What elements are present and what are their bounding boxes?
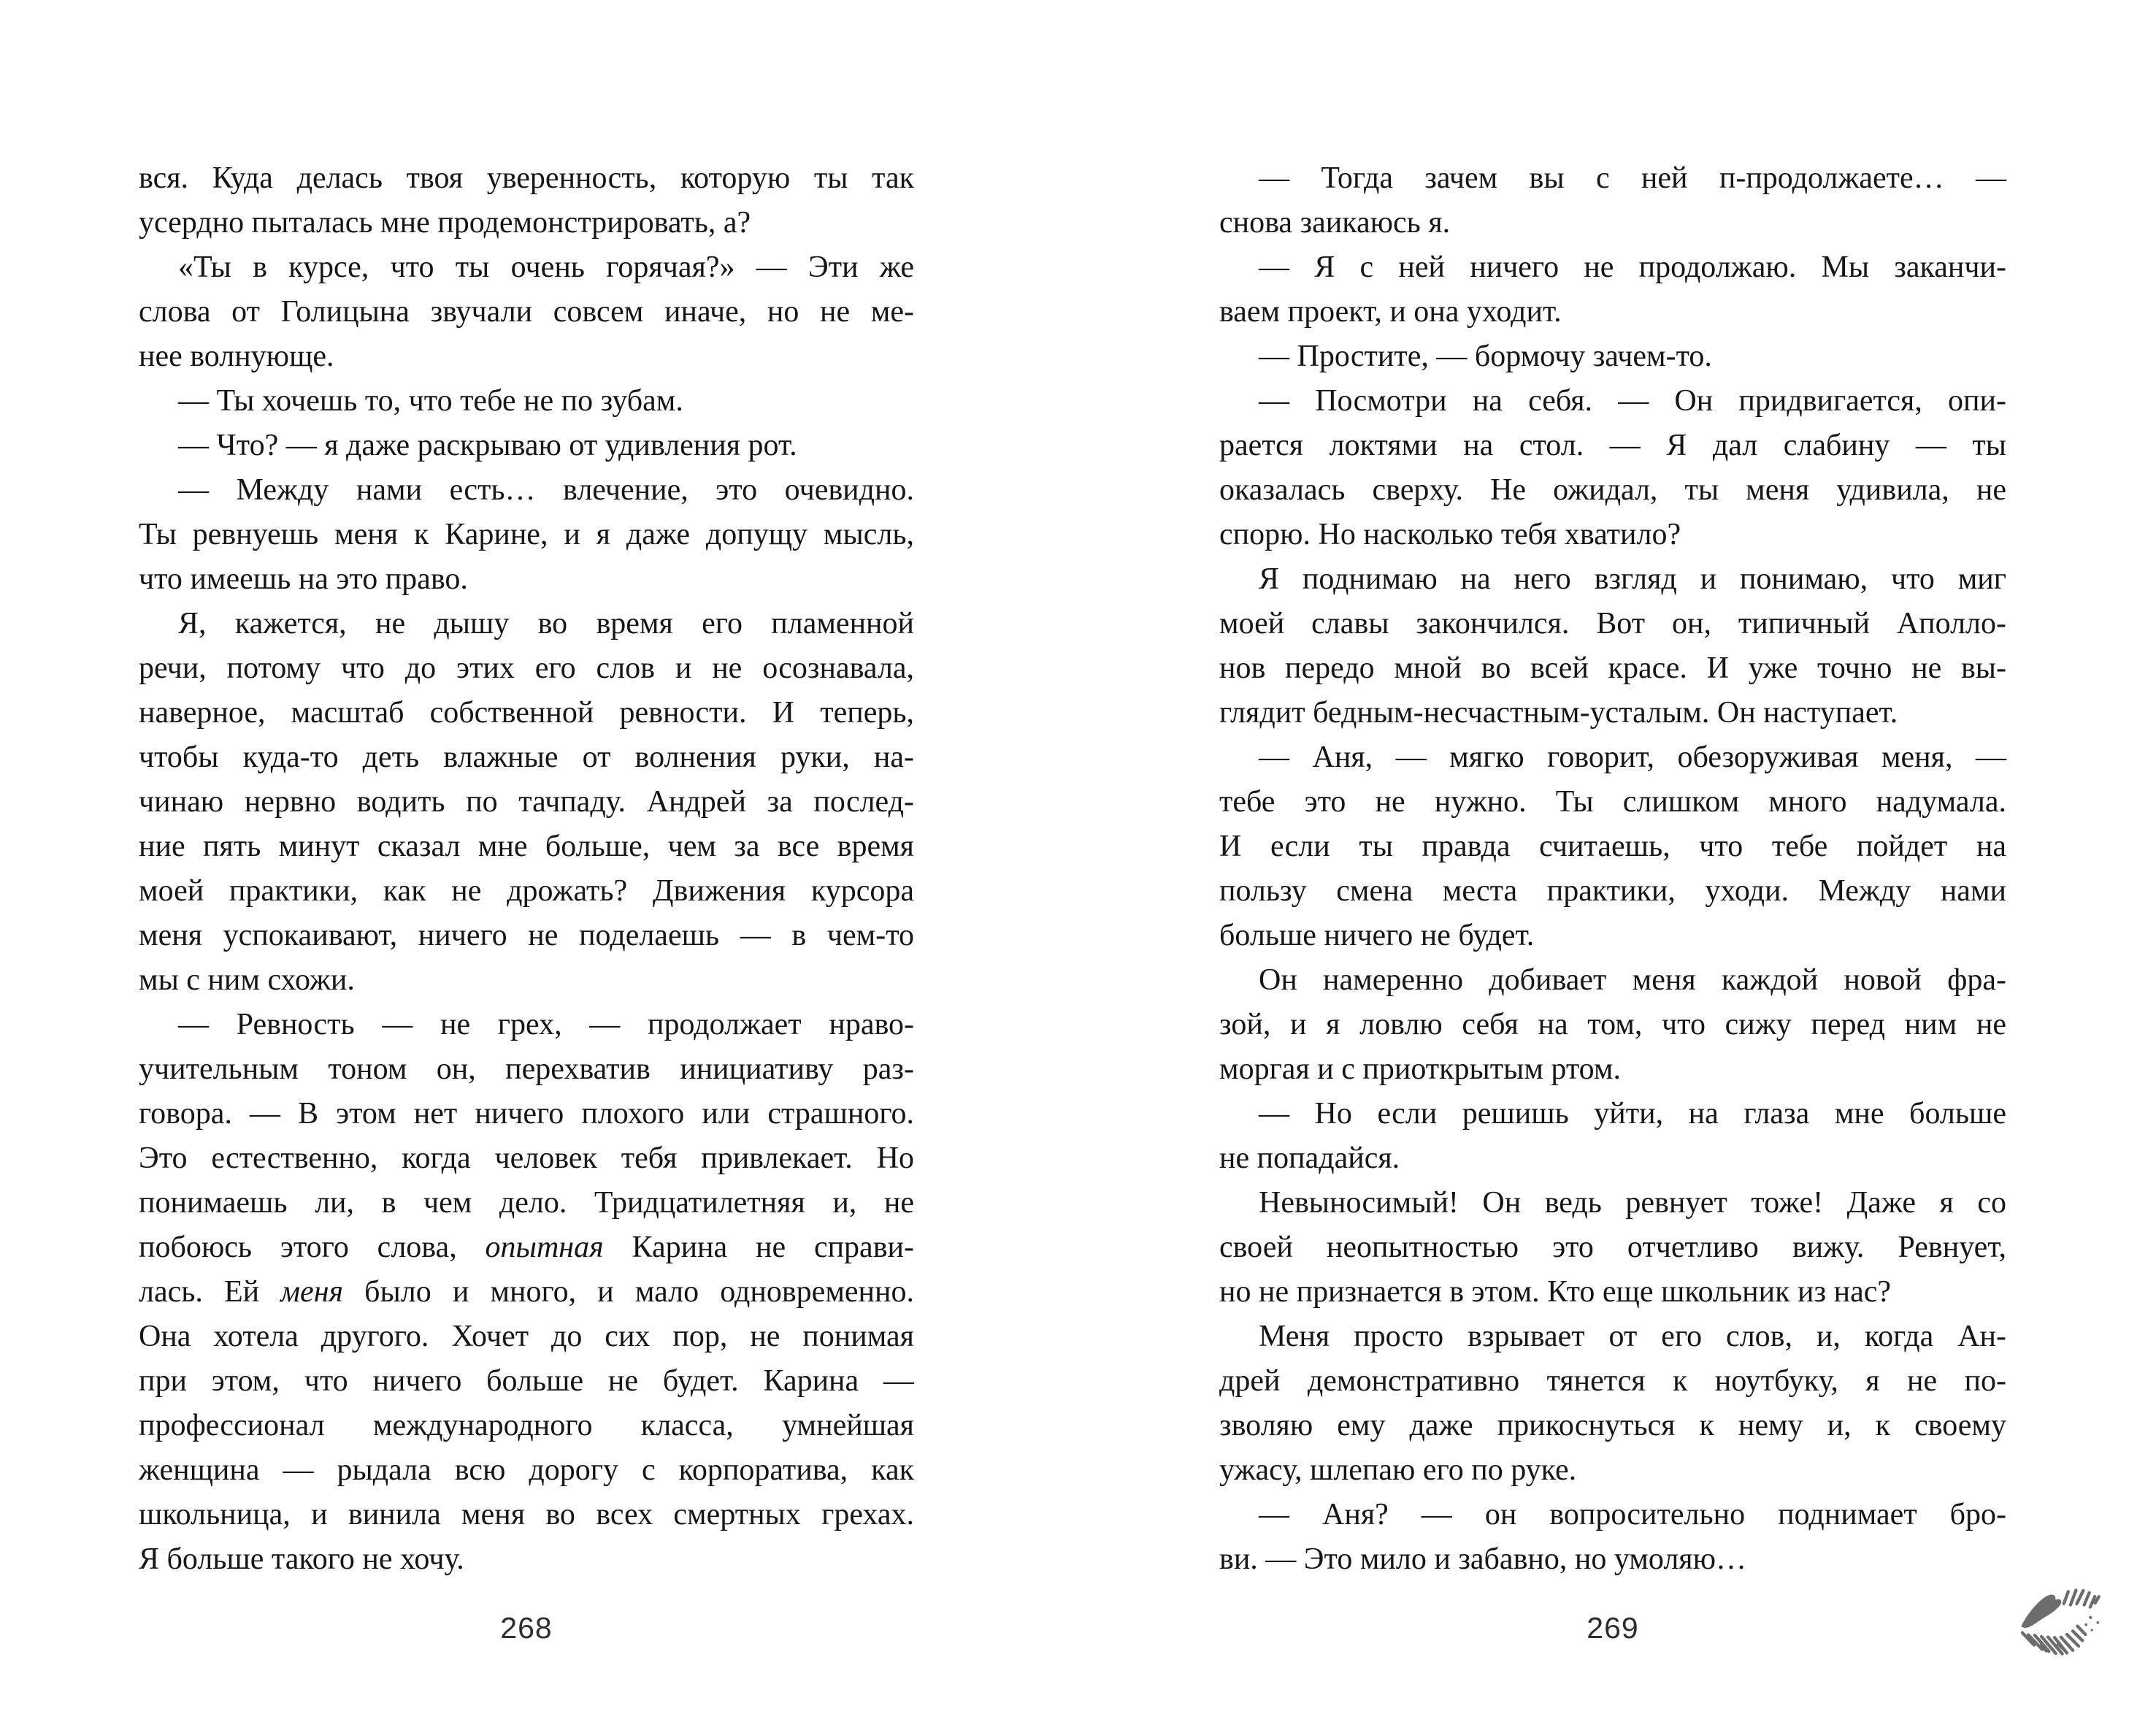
text-line: моей практики, как не дрожать? Движения курсора [139,874,914,908]
text-line: — Но если решишь уйти, на глаза мне больше [1259,1097,2006,1131]
text-line: «Ты в курсе, что ты очень горячая?» — Эти же [178,250,914,284]
text-line: Он намеренно добивает меня каждой новой фра- [1259,963,2006,997]
text-line: чинаю нервно водить по тачпаду. Андрей за послед- [139,785,914,819]
text-line: рается локтями на стол. — Я дал слабину — ты [1219,429,2006,462]
text-line: профессионал международного класса, умнейшая [139,1409,914,1442]
text-line: тебе это не нужно. Ты слишком много надумала. [1219,785,2006,819]
text-line: нее волнующе. [139,340,334,373]
text-line: лась. Ей меня было и много, и мало одновременно. [139,1275,914,1309]
text-line: моей славы закончился. Вот он, типичный Аполло- [1219,607,2006,640]
text-line: — Между нами есть… влечение, это очевидно. [178,473,914,507]
text-line: Я, кажется, не дышу во время его пламенной [178,607,914,640]
text-line: Невыносимый! Он ведь ревнует тоже! Даже я со [1259,1186,2006,1220]
kiss-mark-icon [2009,1579,2120,1683]
text-line: снова заикаюсь я. [1219,206,1451,240]
text-line: — Ты хочешь то, что тебе не по зубам. [178,384,683,418]
text-line: Меня просто взрывает от его слов, и, когда Ан- [1259,1320,2006,1353]
text-line: пользу смена места практики, уходи. Между нами [1219,874,2006,908]
text-line: нов передо мной во всей красе. И уже точно не вы- [1219,651,2006,685]
text-line: моргая и с приоткрытым ртом. [1219,1052,1621,1086]
page-left-text [139,156,914,1582]
text-line: ви. — Это мило и забавно, но умоляю… [1219,1542,1746,1576]
text-line: Это естественно, когда человек тебя привлекает. Но [139,1141,914,1175]
text-line: — Что? — я даже раскрываю от удивления рот. [178,429,797,462]
page-number-left: 268 [500,1611,553,1645]
text-line: — Аня? — он вопросительно поднимает бро- [1259,1498,2006,1531]
text-line: побоюсь этого слова, опытная Карина не справи- [139,1231,914,1264]
text-line: спорю. Но насколько тебя хватило? [1219,518,1681,551]
text-line: Я больше такого не хочу. [139,1542,464,1576]
page-number-right: 269 [1587,1611,1639,1645]
text-line: глядит бедным-несчастным-усталым. Он наступает. [1219,696,1898,730]
text-line: своей неопытностью это отчетливо вижу. Ревнует, [1219,1231,2006,1264]
text-line: школьница, и винила меня во всех смертных грехах. [139,1498,914,1531]
text-line: И если ты правда считаешь, что тебе пойдет на [1219,830,2006,863]
text-line: при этом, что ничего больше не будет. Карина — [139,1364,914,1398]
text-line: Я поднимаю на него взгляд и понимаю, что миг [1259,562,2006,596]
text-line: говора. — В этом нет ничего плохого или страшного. [139,1097,914,1131]
text-line: но не признается в этом. Кто еще школьник из нас? [1219,1275,1892,1309]
text-line: вся. Куда делась твоя уверенность, которую ты так [139,161,914,195]
text-line: меня успокаивают, ничего не поделаешь — в чем-то [139,919,914,952]
text-line: чтобы куда-то деть влажные от волнения руки, на- [139,741,914,774]
text-line: Ты ревнуешь меня к Карине, и я даже допущу мысль, [139,518,914,551]
text-line: больше ничего не будет. [1219,919,1535,952]
text-line: учительным тоном он, перехватив инициативу раз- [139,1052,914,1086]
text-line: наверное, масштаб собственной ревности. И теперь, [139,696,914,730]
text-line: женщина — рыдала всю дорогу с корпоратива, как [139,1453,914,1487]
page-right-text [1219,156,2006,1582]
text-line: понимаешь ли, в чем дело. Тридцатилетняя и, не [139,1186,914,1220]
text-line: речи, потому что до этих его слов и не осознавала, [139,651,914,685]
text-line: ние пять минут сказал мне больше, чем за все время [139,830,914,863]
text-line: ужасу, шлепаю его по руке. [1219,1453,1577,1487]
text-line: — Посмотри на себя. — Он придвигается, опи- [1259,384,2006,418]
text-line: что имеешь на это право. [139,562,468,596]
text-line: Она хотела другого. Хочет до сих пор, не понимая [139,1320,914,1353]
text-line: усердно пыталась мне продемонстрировать, а? [139,206,751,240]
text-line: — Аня, — мягко говорит, обезоруживая меня, — [1259,741,2006,774]
text-line: оказалась сверху. Не ожидал, ты меня удивила, не [1219,473,2006,507]
text-line: дрей демонстративно тянется к ноутбуку, я не по- [1219,1364,2006,1398]
text-line: слова от Голицына звучали совсем иначе, но не ме- [139,295,914,329]
text-line: — Тогда зачем вы с ней п-продолжаете… — [1259,161,2006,195]
text-line: зой, и я ловлю себя на том, что сижу перед ним не [1219,1008,2006,1041]
text-line: ваем проект, и она уходит. [1219,295,1562,329]
text-line: — Простите, — бормочу зачем-то. [1259,340,1712,373]
text-line: мы с ним схожи. [139,963,355,997]
text-line: — Я с ней ничего не продолжаю. Мы заканчи- [1259,250,2006,284]
text-line: не попадайся. [1219,1141,1400,1175]
text-line: — Ревность — не грех, — продолжает нраво- [178,1008,914,1041]
text-line: зволяю ему даже прикоснуться к нему и, к своему [1219,1409,2006,1442]
